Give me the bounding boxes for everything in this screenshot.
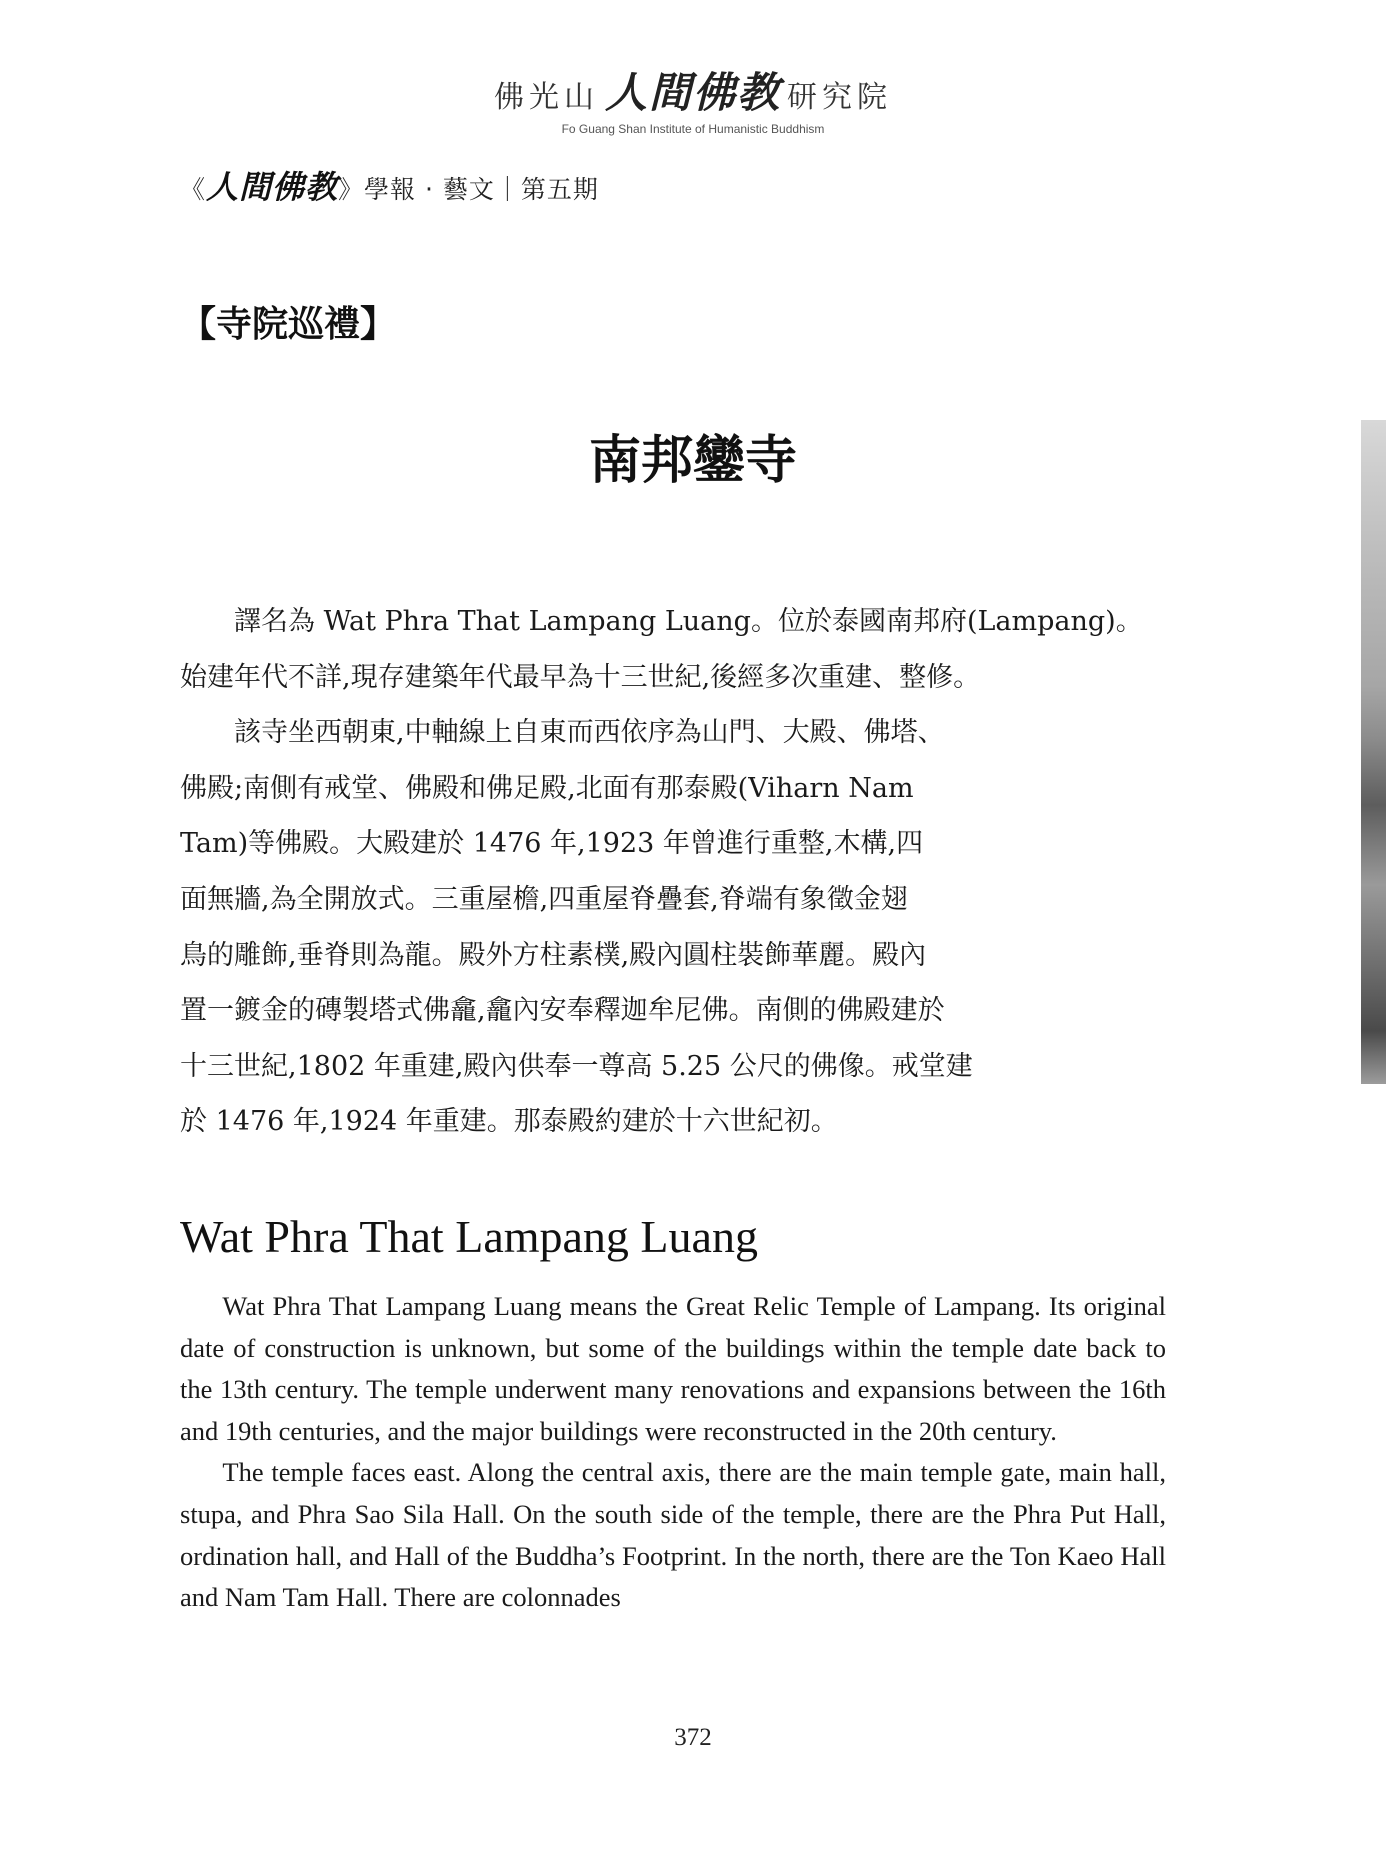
institute-header: [0, 60, 1386, 136]
humanistic-buddhism-logo: 人間佛教: [604, 68, 781, 117]
zh-line: 佛殿;南側有戒堂、佛殿和佛足殿,北面有那泰殿(Viharn Nam: [180, 772, 914, 804]
english-heading: Wat Phra That Lampang Luang: [180, 1211, 758, 1262]
journal-open-bracket: 《: [180, 175, 207, 204]
zh-line: 置一鍍金的磚製塔式佛龕,龕內安奉釋迦牟尼佛。南側的佛殿建於: [180, 995, 945, 1027]
zh-line: 於 1476 年,1924 年重建。那泰殿約建於十六世紀初。: [180, 1106, 838, 1138]
page-title: 南邦鑾寺: [588, 431, 797, 491]
institute-name-right: 研究院: [787, 80, 892, 115]
en-paragraph: Wat Phra That Lampang Luang means the Great Relic Temple of Lampang. Its original date of construction is unknown, but some of the buildings within the temple date back to the 13th century. The temple underwent many renovations and expansions between the 16th and 19th centuries, and the major buildings were reconstructed in the 20th century.: [180, 1291, 1166, 1446]
chinese-body: [180, 594, 1180, 1150]
institute-name-left: 佛光山: [493, 80, 599, 115]
zh-line: 十三世紀,1802 年重建,殿內供奉一尊高 5.25 公尺的佛像。戒堂建: [180, 1050, 973, 1082]
section-tag: 【寺院巡禮】: [180, 304, 397, 345]
institute-english-name: Fo Guang Shan Institute of Humanistic Buddhism: [561, 122, 825, 136]
journal-title: [180, 162, 599, 208]
zh-line: 譯名為 Wat Phra That Lampang Luang。位於泰國南邦府(Lampang)。: [234, 606, 1143, 637]
page-number: 372: [674, 1724, 712, 1751]
institute-name: [0, 60, 1386, 120]
english-body: [180, 1286, 1166, 1619]
journal-issue: 》學報 ‧ 藝文｜第五期: [338, 175, 599, 204]
zh-line: 始建年代不詳,現存建築年代最早為十三世紀,後經多次重建、整修。: [180, 661, 981, 693]
zh-line: Tam)等佛殿。大殿建於 1476 年,1923 年曾進行重整,木構,四: [180, 828, 924, 860]
en-paragraph: The temple faces east. Along the central axis, there are the main temple gate, main hall, stupa, and Phra Sao Sila Hall. On the south side of the temple, there are the Phra Put Hall, ordination hall, and Hall of the Buddha’s Footprint. In the north, there are the Ton Kaeo Hall and Nam Tam Hall. There are colonnades: [180, 1457, 1166, 1613]
zh-line: 該寺坐西朝東,中軸線上自東而西依序為山門、大殿、佛塔、: [234, 717, 945, 749]
edge-photo-strip: [1361, 420, 1386, 1084]
journal-calligraphy: 人間佛教: [206, 168, 339, 206]
zh-line: 面無牆,為全開放式。三重屋檐,四重屋脊疊套,脊端有象徵金翅: [180, 883, 908, 915]
zh-line: 鳥的雕飾,垂脊則為龍。殿外方柱素樸,殿內圓柱裝飾華麗。殿內: [180, 939, 927, 971]
